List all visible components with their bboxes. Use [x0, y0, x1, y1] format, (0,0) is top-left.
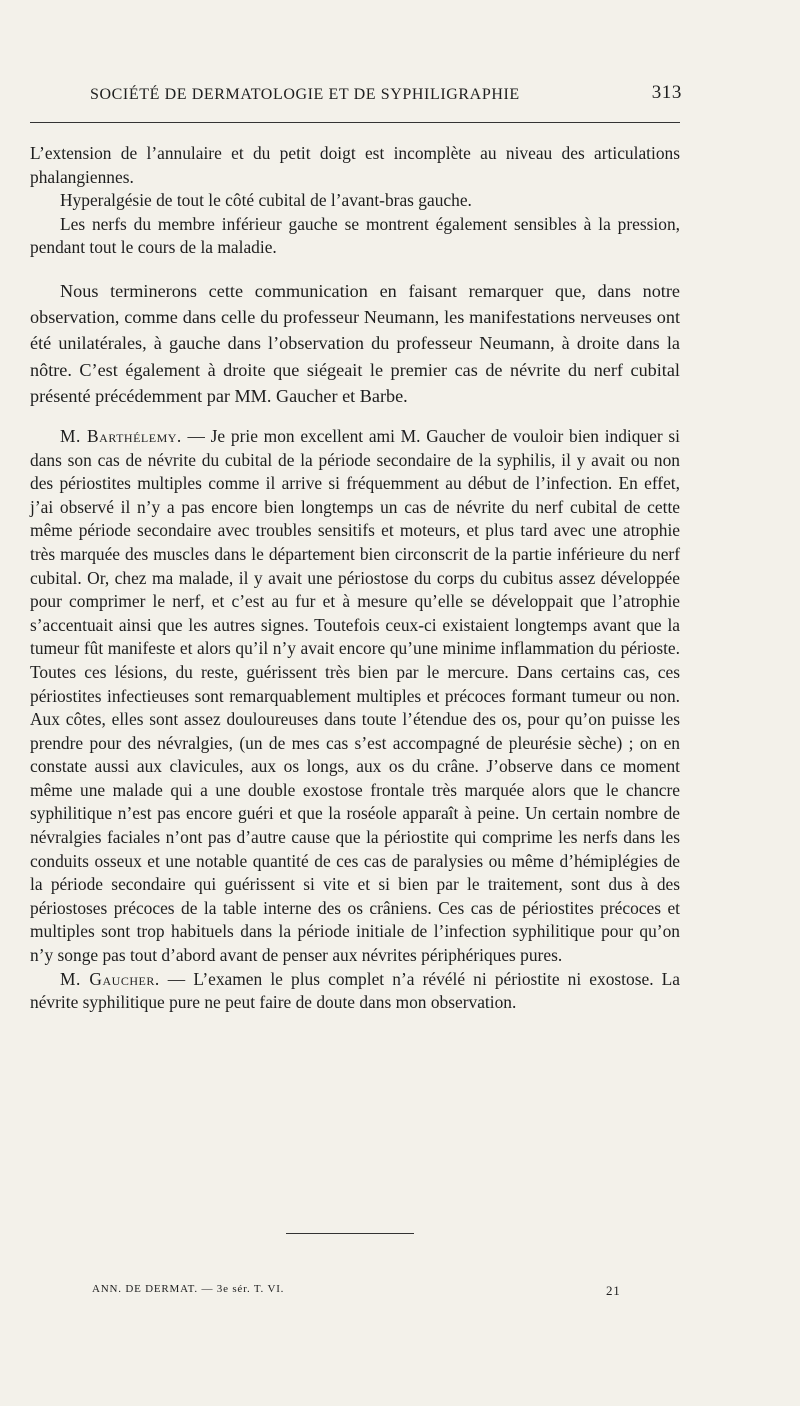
page-number: 313: [651, 82, 682, 103]
journal-reference: ANN. DE DERMAT. — 3e sér. T. VI.: [92, 1283, 285, 1295]
running-title: SOCIÉTÉ DE DERMATOLOGIE ET DE SYPHILIGRAPHIE: [90, 86, 520, 103]
paragraph-extension: L’extension de l’annulaire et du petit doigt est incomplète au niveau des articulations phalangiennes.: [30, 143, 680, 187]
paragraph-hyperalgesie: Hyperalgésie de tout le côté cubital de l’avant-bras gauche.: [60, 190, 472, 211]
section-end-rule: [286, 1233, 414, 1234]
paragraph-gaucher: M. Gaucher. — L’examen le plus complet n’a révélé ni périostite ni exostose. La névrite syphilitique pure ne peut faire de doute dans mon observation.: [30, 968, 681, 1013]
signature-mark: 21: [606, 1283, 621, 1298]
paragraph-barthelemy: M. Barthélemy. — Je prie mon excellent ami M. Gaucher de vouloir bien indiquer si dans son cas de névrite du cubital de la période secondaire de la syphilis, il y avait ou non des périostites multiples comme il arrive si fréquemment au début de l’infection. En effet, j’ai observé il n’y a pas encore bien longtemps un cas de névrite du nerf cubital de cette même période secondaire avec troubles sensitifs et moteurs, et plus tard avec une atrophie très marquée des muscles dans le département bien circonscrit de la partie inférieure du nerf cubital. Or, chez ma malade, il y avait une périostose du corps du cubitus assez développée pour comprimer le nerf, et c’est au fur et à mesure qu’elle se développait que l’atrophie s’accentuait ainsi que les autres signes. Toutefois ceux-ci existaient longtemps avant que la tumeur fût manifeste et alors qu’il n’y avait encore qu’une minime inflammation du périoste. Toutes ces lésions, du reste, guérissent très bien par le mercure. Dans certains cas, ces périostites infectieuses sont remarquablement multiples et précoces formant tumeur ou non. Aux côtes, elles sont assez douloureuses dans toute l’étendue des os, pour qu’on puisse les prendre pour des névralgies, (un de mes cas s’est accompagné de pleurésie sèche) ; on en constate aussi aux clavicules, aux os longs, aux os du crâne. J’observe dans ce moment même une malade qui a une double exostose frontale très marquée alors que le chancre syphilitique n’est pas encore guéri et que la roséole apparaît à peine. Un certain nombre de névralgies faciales n’ont pas d’autre cause que la périostite qui comprime les nerfs dans les conduits osseux et une notable quantité de ces cas de paralysies ou même d’hémiplégies de la période secondaire qui guérissent si vite et si bien par le traitement, sont dus à des périostoses précoces de la table interne des os crâniens. Ces cas de périostites précoces et multiples sont trop habituels dans la période initiale de l’infection syphilitique pour qu’on n’y songe pas tout d’abord avant de penser aux névrites périphériques pures.: [30, 425, 680, 966]
paragraph-conclusion: Nous terminerons cette communication en faisant remarquer que, dans notre observation, comme dans celle du professeur Neumann, les manifestations nerveuses ont été unilatérales, à gauche dans l’observation du professeur Neumann, à droite dans la nôtre. C’est également à droite que siégeait le premier cas de névrite du nerf cubital présenté précédemment par MM. Gaucher et Barbe.: [30, 280, 680, 406]
header-rule: [30, 122, 680, 123]
page-footer: [0, 1283, 800, 1303]
running-header: [90, 82, 682, 110]
speaker-gaucher: M. Gaucher.: [60, 968, 160, 989]
body-text: [30, 142, 680, 1015]
paragraph-nerfs: Les nerfs du membre inférieur gauche se montrent également sensibles à la pression, pendant tout le cours de la maladie.: [30, 213, 680, 258]
speaker-barthelemy: M. Barthélemy.: [60, 425, 182, 446]
